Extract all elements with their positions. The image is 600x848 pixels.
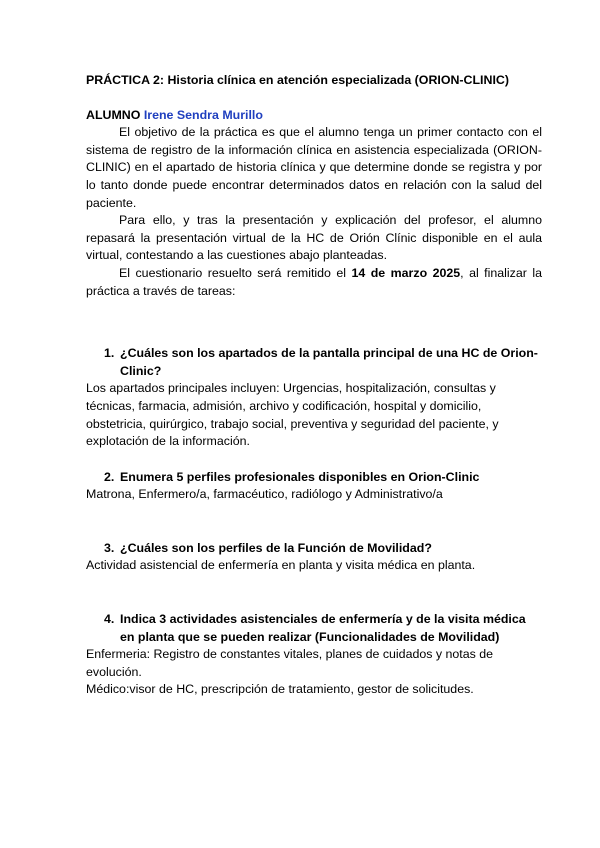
- deadline-prefix: El cuestionario resuelto será remitido el: [119, 265, 352, 280]
- deadline-suffix: , al finalizar la práctica a través de tareas:: [86, 265, 542, 298]
- intro-paragraph-objective: El objetivo de la práctica es que el alumno tenga un primer contacto con el sistema de registro de la información clínica en asistencia especializada (ORION-CLINIC) en el apartado de historia clínica y que determine donde se registra y por lo tanto donde puede encontrar determinados datos en relación con la salud del paciente.: [86, 125, 542, 210]
- question-1-number: 1.: [104, 346, 115, 361]
- question-2: [86, 469, 542, 487]
- answer-4-nursing: Enfermeria: Registro de constantes vitales, planes de cuidados y notas de evolución.: [86, 647, 494, 679]
- intro-paragraph-method: Para ello, y tras la presentación y explicación del profesor, el alumno repasará la presentación virtual de la HC de Orión Clínic disponible en el aula virtual, contestando a las cuestiones abajo planteadas.: [86, 213, 542, 263]
- question-4-number: 4.: [104, 612, 115, 627]
- question-4: [86, 611, 542, 646]
- question-2-text: Enumera 5 perfiles profesionales disponibles en Orion-Clinic: [120, 469, 480, 484]
- student-name: Irene Sendra Murillo: [143, 107, 263, 122]
- question-2-number: 2.: [104, 469, 115, 484]
- question-3: [86, 540, 542, 558]
- answer-1: Los apartados principales incluyen: Urgencias, hospitalización, consultas y técnicas, farmacia, admisión, archivo y codificación, hospital y domicilio, obstetricia, quirúrgico, trabajo social, preventiva y seguridad del paciente, y explotación de la información.: [86, 381, 499, 449]
- question-3-text: ¿Cuáles son los perfiles de la Función de Movilidad?: [120, 540, 432, 555]
- student-line: [86, 107, 542, 125]
- document-page: [86, 72, 542, 699]
- answer-2: Matrona, Enfermero/a, farmacéutico, radiólogo y Administrativo/a: [86, 487, 443, 502]
- question-1-text: ¿Cuáles son los apartados de la pantalla principal de una HC de Orion-Clinic?: [120, 346, 538, 378]
- deadline-paragraph: [86, 265, 542, 300]
- deadline-date: 14 de marzo 2025: [351, 265, 461, 280]
- question-1: [86, 345, 542, 380]
- student-label: ALUMNO: [86, 107, 141, 122]
- answer-3: Actividad asistencial de enfermería en planta y visita médica en planta.: [86, 558, 476, 573]
- document-title: PRÁCTICA 2: Historia clínica en atención especializada (ORION-CLINIC): [86, 73, 509, 87]
- answer-4-doctor: Médico:visor de HC, prescripción de tratamiento, gestor de solicitudes.: [86, 682, 474, 697]
- question-4-text: Indica 3 actividades asistenciales de enfermería y de la visita médica en planta que se pueden realizar (Funcionalidades de Movilidad): [120, 612, 526, 644]
- question-3-number: 3.: [104, 540, 115, 555]
